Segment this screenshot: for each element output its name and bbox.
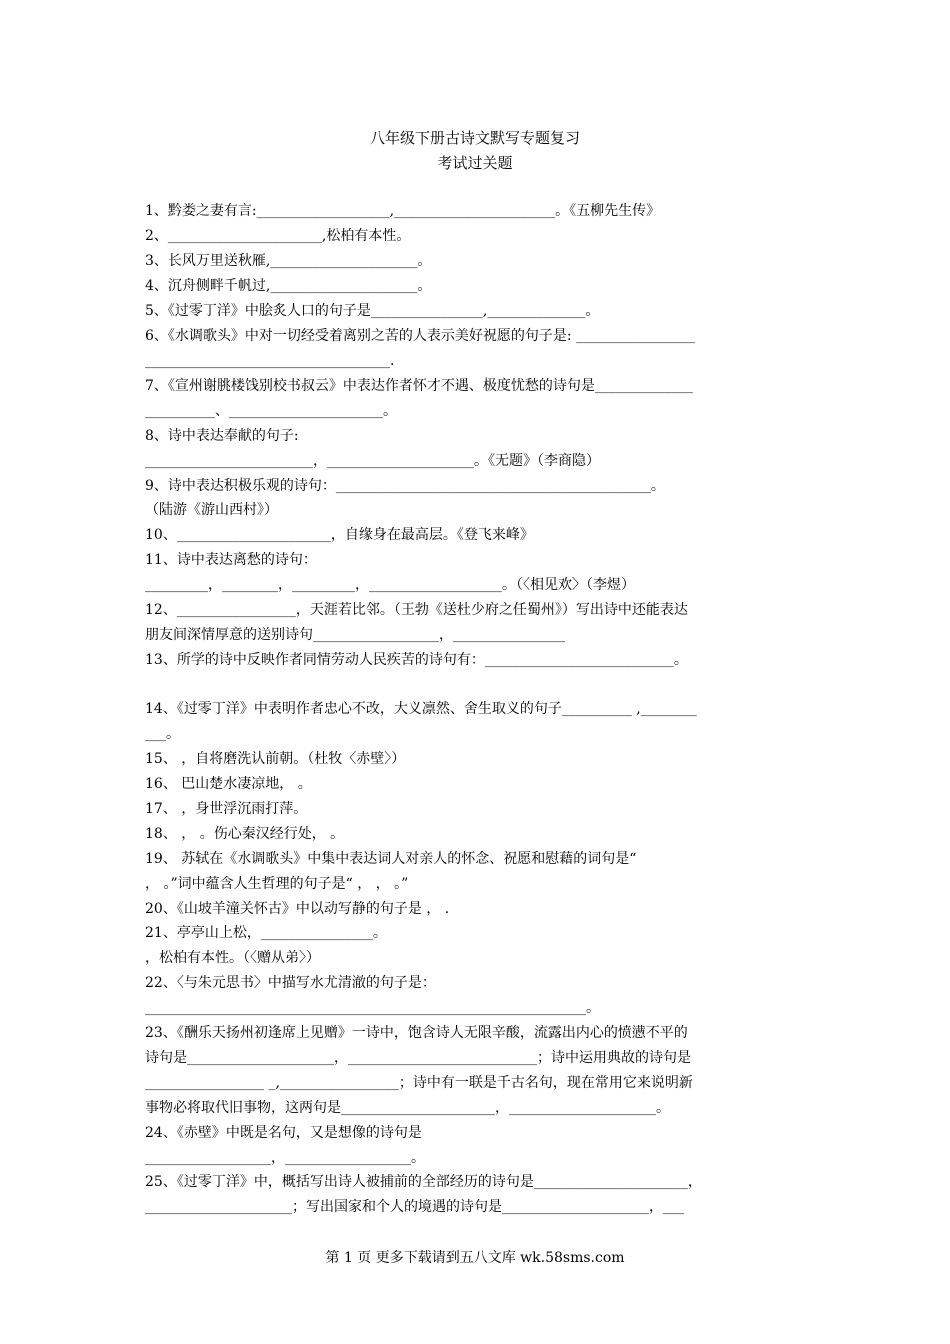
question-line-18: 18、 ， 。伤心秦汉经行处， 。 (145, 826, 345, 842)
question-line-23d: 事物必将取代旧事物，这两句是______________________，_____________________。 (145, 1100, 670, 1116)
page-footer: 第 1 页 更多下载请到五八文库 wk.58sms.com (325, 1250, 625, 1266)
question-line-5: 5、《过零丁洋》中脍炙人口的句子是________________,______________。 (145, 303, 600, 319)
question-line-23a: 23、《酬乐天扬州初逢席上见赠》一诗中，饱含诗人无限辛酸，流露出内心的愤懑不平的 (145, 1025, 688, 1041)
question-line-8b: ________________________，_____________________。《无题》（李商隐） (145, 453, 600, 469)
question-line-10: 10、______________________，自缘身在最高层。《登飞来峰》 (145, 527, 534, 543)
question-line-16: 16、 巴山楚水凄凉地， 。 (145, 776, 312, 792)
question-line-3: 3、长风万里送秋雁,_____________________。 (145, 253, 432, 269)
question-line-7a: 7、《宣州谢朓楼饯别校书叔云》中表达作者怀才不遇、极度忧愁的诗句是______________ (145, 378, 693, 394)
question-line-25a: 25、《过零丁洋》中，概括写出诗人被捕前的全部经历的诗句是______________________， (145, 1174, 702, 1190)
question-line-4: 4、沉舟侧畔千帆过,_____________________。 (145, 278, 432, 294)
question-line-7b: __________、______________________。 (145, 403, 397, 419)
question-line-19b: ， 。”词中蕴含人生哲理的句子是“ ， ， 。” (145, 876, 409, 892)
question-line-25b: _____________________；写出国家和个人的境遇的诗句是_____________________，___ (145, 1199, 684, 1215)
question-line-9a: 9、诗中表达积极乐观的诗句：_____________________________________________。 (145, 478, 665, 494)
question-line-22a: 22、〈与朱元思书〉中描写水尤清澈的句子是： (145, 975, 436, 991)
question-line-13: 13、所学的诗中反映作者同情劳动人民疾苦的诗句有：___________________________。 (145, 652, 688, 668)
question-line-2: 2、______________________,松柏有本性。 (145, 228, 411, 244)
question-line-17: 17、 ，身世浮沉雨打萍。 (145, 801, 308, 817)
question-line-19a: 19、 苏轼在《水调歌头》中集中表达词人对亲人的怀念、祝愿和慰藉的词句是“ (145, 851, 637, 867)
question-line-15: 15、 ，自将磨洗认前朝。（杜牧〈赤壁〉） (145, 751, 406, 767)
question-line-11b: _________，________，_________，___________________。（〈相见欢〉（李煜） (145, 577, 635, 593)
question-line-12b: 朋友间深情厚意的送别诗句__________________，________________ (145, 627, 565, 643)
question-line-23c: _________________ _,_________________；诗中有一联是千古名句，现在常用它来说明新 (145, 1075, 693, 1091)
question-line-22b: _______________________________________________________________。 (145, 1000, 600, 1016)
question-line-21a: 21、亭亭山上松，________________。 (145, 925, 387, 941)
question-line-6a: 6、《水调歌头》中对一切经受着离别之苦的人表示美好祝愿的句子是: _________________ (145, 328, 696, 344)
question-line-12a: 12、_________________，天涯若比邻。（王勃《送杜少府之任蜀州》）写出诗中还能表达 (145, 602, 688, 618)
question-line-11a: 11、诗中表达离愁的诗句： (145, 552, 317, 568)
question-line-20: 20、《山坡羊潼关怀古》中以动写静的句子是 ， . (145, 901, 450, 917)
question-line-23b: 诗句是_____________________，___________________________；诗中运用典故的诗句是 (145, 1050, 691, 1066)
question-line-9b: （陆游《游山西村》） (145, 502, 278, 518)
question-line-1: 1、黔娄之妻有言:___________________,_______________________。《五柳先生传》 (145, 203, 661, 219)
question-line-24a: 24、《赤壁》中既是名句，又是想像的诗句是 (145, 1125, 422, 1141)
question-line-14a: 14、《过零丁洋》中表明作者忠心不改，大义凛然、舍生取义的句子__________ ,________ (145, 701, 697, 717)
question-line-8a: 8、诗中表达奉献的句子: (145, 428, 299, 444)
question-line-21b: ，松柏有本性。（〈赠从弟〉） (145, 950, 320, 966)
document-subtitle: 考试过关题 (437, 154, 513, 172)
question-line-6b: ___________________________________. (145, 353, 395, 369)
document-title: 八年级下册古诗文默写专题复习 (369, 129, 580, 147)
question-line-24b: __________________，__________________。 (145, 1150, 425, 1166)
question-line-14b: ___。 (145, 726, 180, 742)
